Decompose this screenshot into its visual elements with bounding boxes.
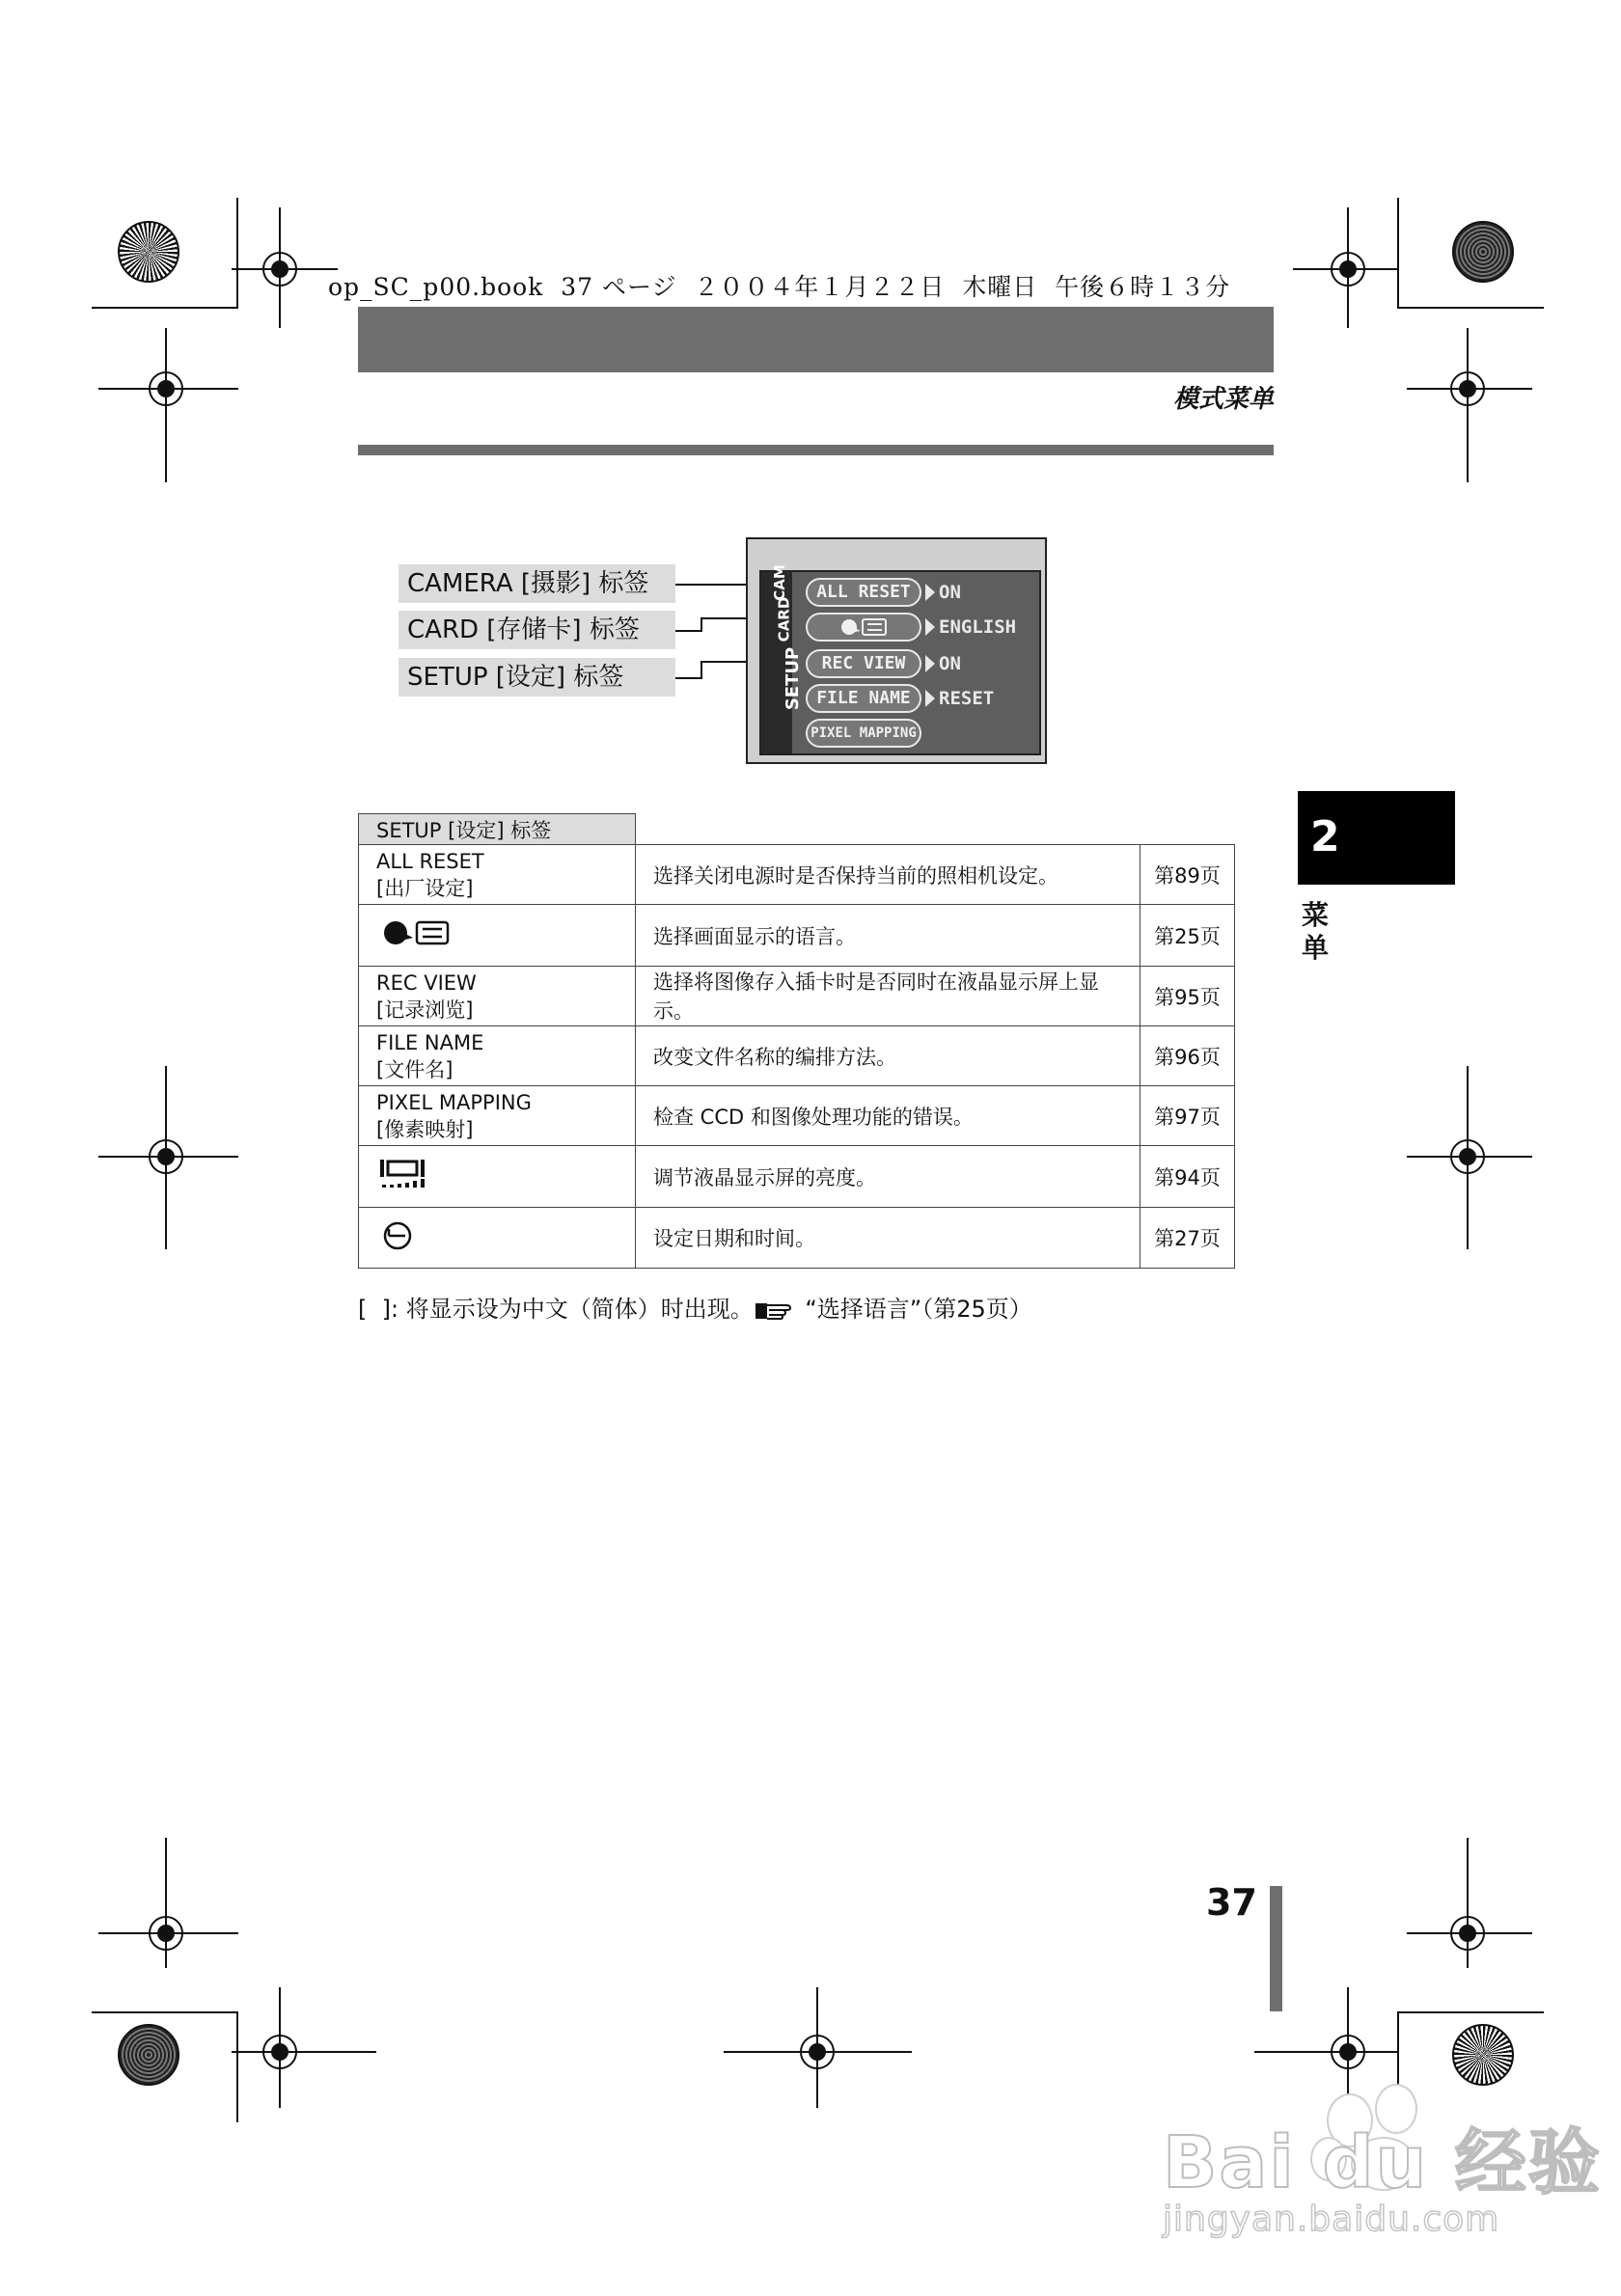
- chapter-name: 菜单: [1302, 899, 1330, 964]
- lcd-item-rec-view: REC VIEW: [806, 649, 921, 678]
- table-row: [359, 1086, 1235, 1146]
- registration-mark-icon: [1450, 1139, 1485, 1174]
- lcd-value: ENGLISH: [939, 616, 1017, 638]
- lcd-arrow-icon: [925, 618, 935, 636]
- registration-mark-icon: [262, 252, 297, 287]
- item-name-cn: [文件名]: [376, 1057, 453, 1081]
- starburst-target-icon: [1452, 2024, 1514, 2086]
- item-description: 设定日期和时间。: [636, 1208, 1140, 1269]
- connector-line: [675, 677, 702, 679]
- table-row: [359, 1208, 1235, 1269]
- starburst-target-icon: [118, 221, 179, 283]
- lcd-arrow-icon: [925, 690, 935, 707]
- registration-mark-icon: [1450, 1916, 1485, 1951]
- item-description: 选择将图像存入插卡时是否同时在液晶显示屏上显示。: [636, 967, 1140, 1026]
- item-name-cn: [像素映射]: [376, 1117, 474, 1141]
- monitor-brightness-icon: [376, 1156, 434, 1192]
- connector-line: [675, 630, 702, 632]
- lcd-value: RESET: [939, 688, 995, 709]
- item-name-cn: [记录浏览]: [376, 998, 474, 1022]
- registration-mark-icon: [149, 1916, 183, 1951]
- page-number: 37: [1206, 1881, 1257, 1924]
- lcd-value: ON: [939, 582, 961, 603]
- reference-hand-icon: [754, 1298, 798, 1321]
- registration-mark-icon: [800, 2035, 835, 2069]
- registration-mark-icon: [1331, 2035, 1365, 2069]
- watermark-url: jingyan.baidu.com: [1163, 2200, 1500, 2239]
- language-icon: [376, 916, 453, 949]
- lcd-item-file-name: FILE NAME: [806, 684, 921, 713]
- item-description: 选择关闭电源时是否保持当前的照相机设定。: [636, 845, 1140, 905]
- footnote: [ ]: 将显示设为中文（简体）时出现。 “选择语言”（第25页）: [358, 1296, 1032, 1323]
- connector-line: [701, 661, 702, 679]
- lcd-menu-panel: [759, 564, 1041, 755]
- lcd-arrow-icon: [925, 655, 935, 672]
- table-row: [359, 1146, 1235, 1208]
- table-row: [359, 1026, 1235, 1086]
- registration-mark-icon: [149, 371, 183, 406]
- item-name: REC VIEW: [376, 970, 477, 995]
- chapter-number: 2: [1310, 812, 1340, 861]
- item-description: 检查 CCD 和图像处理功能的错误。: [636, 1086, 1140, 1146]
- camera-tab-label: CAMERA [摄影] 标签: [398, 564, 675, 603]
- print-header: op_SC_p00.book 37 ページ ２００４年１月２２日 木曜日 午後６時１３分: [328, 273, 1231, 301]
- lcd-screen: [746, 537, 1047, 764]
- lcd-value: ON: [939, 653, 961, 674]
- registration-mark-icon: [262, 2035, 297, 2069]
- item-description: 改变文件名称的编排方法。: [636, 1026, 1140, 1086]
- page-reference: 第95页: [1140, 967, 1235, 1026]
- setup-tab-label: SETUP [设定] 标签: [398, 658, 675, 697]
- table-row: [359, 845, 1235, 905]
- registration-mark-icon: [149, 1139, 183, 1174]
- item-name: ALL RESET: [376, 849, 484, 873]
- registration-mark-icon: [1450, 371, 1485, 406]
- item-name: PIXEL MAPPING: [376, 1090, 532, 1114]
- lcd-tab-strip: [761, 564, 804, 753]
- page-reference: 第25页: [1140, 905, 1235, 967]
- card-tab-label: CARD [存储卡] 标签: [398, 611, 675, 649]
- lcd-tab-setup: SETUP: [783, 646, 804, 711]
- lcd-arrow-icon: [925, 584, 935, 601]
- section-title: 模式菜单: [1172, 385, 1274, 414]
- lcd-item-language: [806, 613, 921, 642]
- page-number-bar: [1270, 1886, 1282, 2011]
- lcd-item-pixel-mapping: PIXEL MAPPING: [806, 719, 921, 748]
- watermark-brand: Bai du 经验: [1163, 2121, 1602, 2204]
- lcd-item-all-reset: ALL RESET: [806, 578, 921, 607]
- connector-line: [701, 617, 702, 632]
- item-description: 选择画面显示的语言。: [636, 905, 1140, 967]
- table-row: [359, 905, 1235, 967]
- page-reference: 第97页: [1140, 1086, 1235, 1146]
- table-row: [359, 967, 1235, 1026]
- table-header: SETUP [设定] 标签: [359, 814, 636, 845]
- lcd-tab-card: CARD: [775, 596, 793, 642]
- clock-icon: [376, 1218, 425, 1253]
- lcd-tab-cam: CAM: [770, 564, 788, 601]
- page-reference: 第89页: [1140, 845, 1235, 905]
- item-name-cn: [出厂设定]: [376, 876, 474, 900]
- header-band: [358, 307, 1274, 372]
- page-reference: 第96页: [1140, 1026, 1235, 1086]
- item-description: 调节液晶显示屏的亮度。: [636, 1146, 1140, 1208]
- page-reference: 第27页: [1140, 1208, 1235, 1269]
- item-name: FILE NAME: [376, 1030, 484, 1054]
- setup-table: [358, 813, 1235, 1269]
- color-target-icon: [118, 2024, 179, 2086]
- language-icon: [830, 616, 897, 638]
- header-rule: [358, 445, 1274, 455]
- color-target-icon: [1452, 221, 1514, 283]
- page-reference: 第94页: [1140, 1146, 1235, 1208]
